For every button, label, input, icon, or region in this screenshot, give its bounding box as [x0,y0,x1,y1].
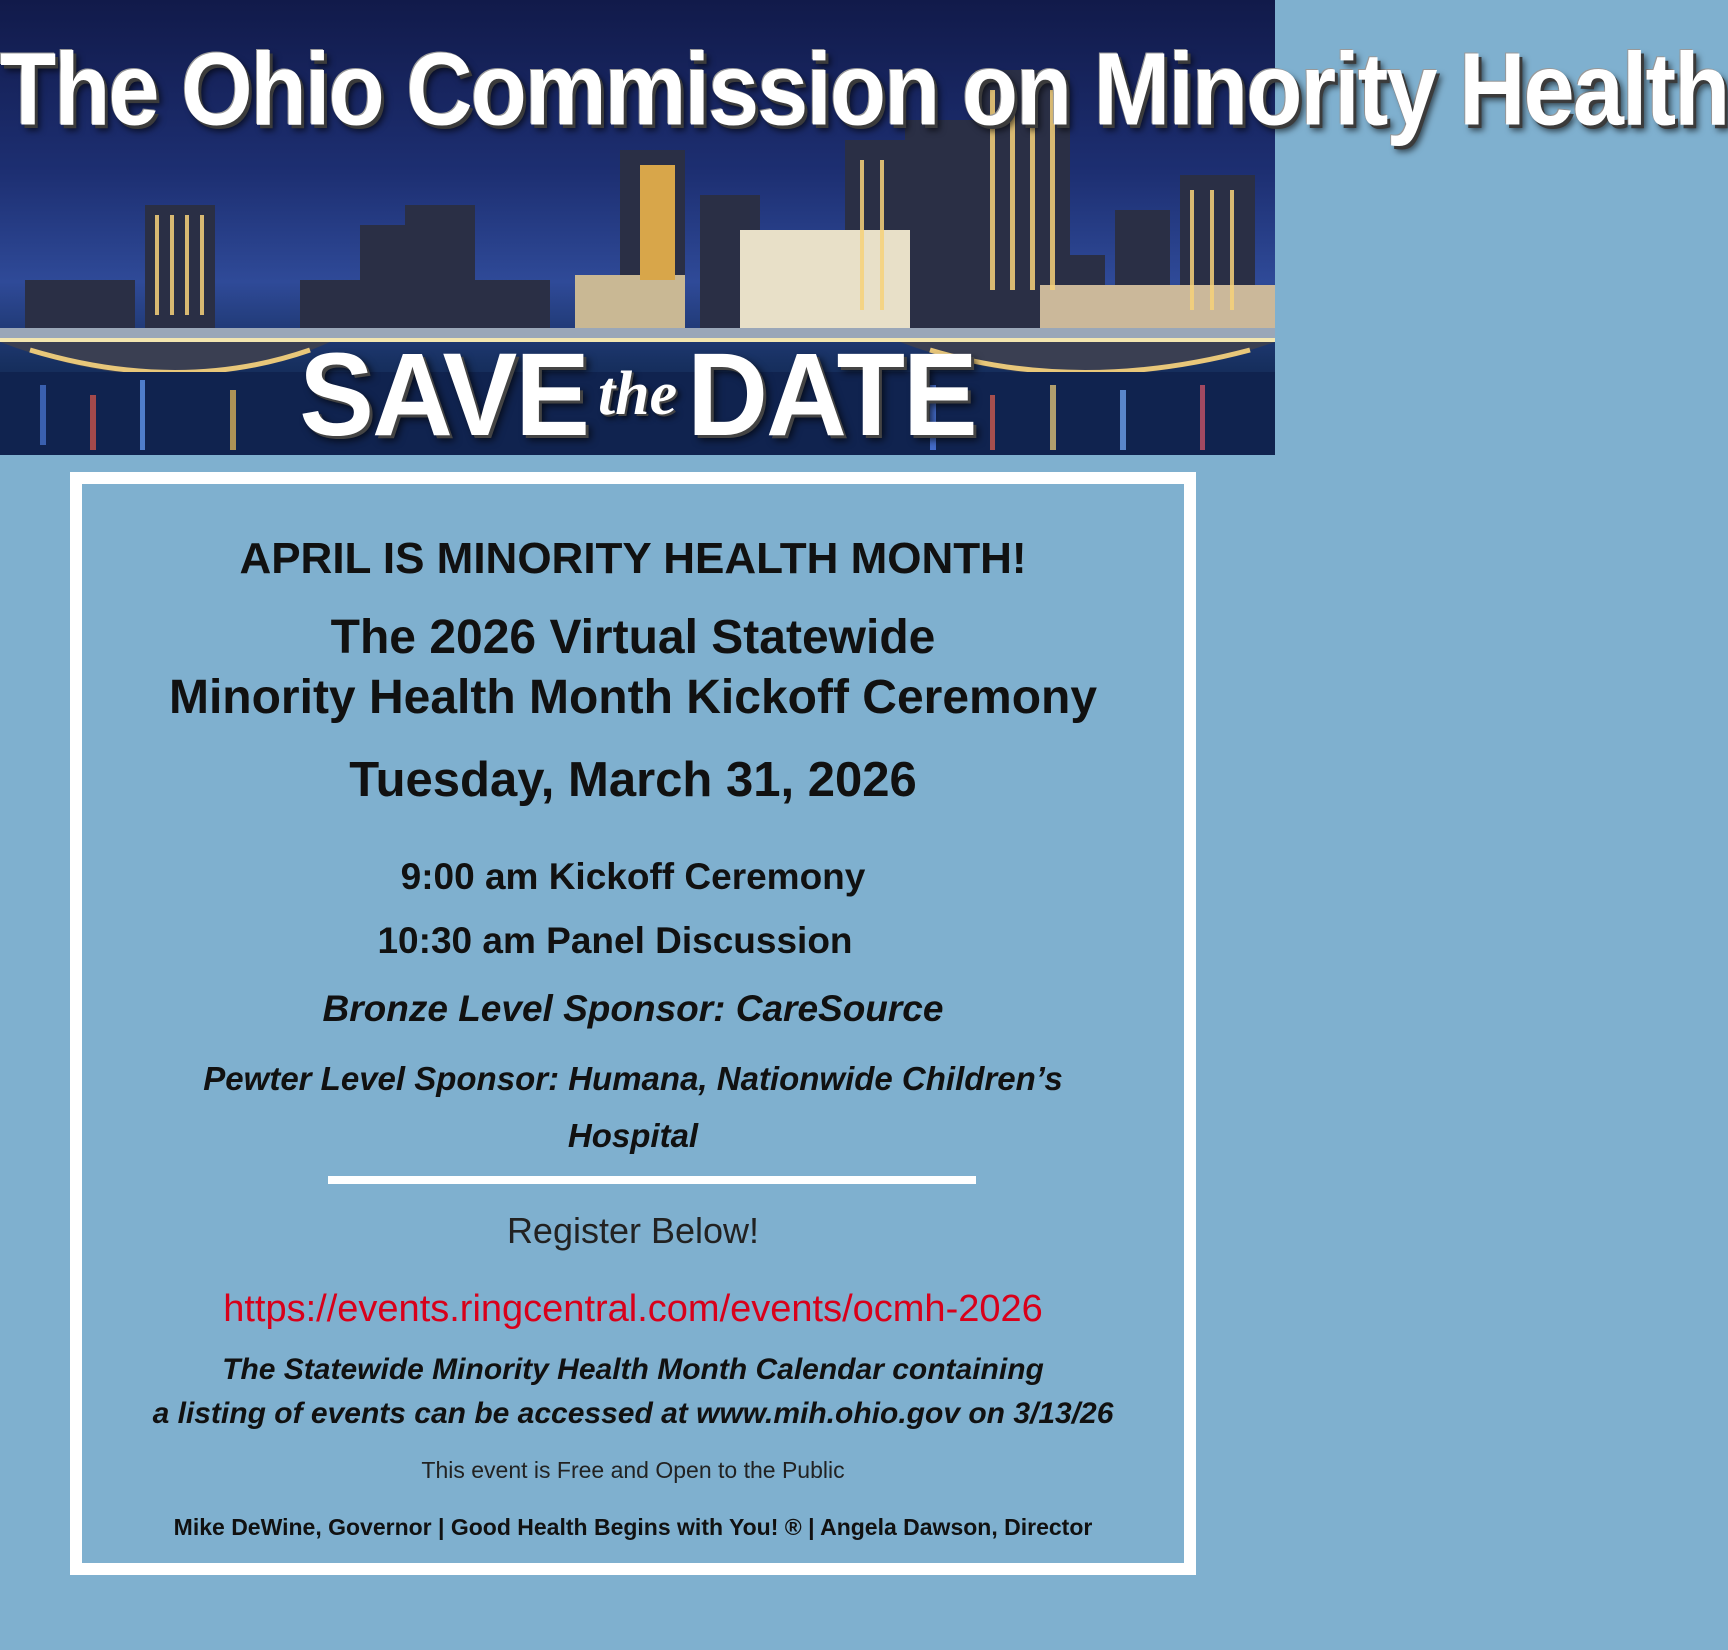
save-word: SAVE [299,328,588,461]
event-title-line-2: Minority Health Month Kickoff Ceremony [168,671,1098,724]
calendar-note-line-1: The Statewide Minority Health Month Calendar containing [222,1353,1044,1386]
registration-link[interactable]: https://events.ringcentral.com/events/ocmh-2026 [223,1288,1043,1330]
divider [328,1176,976,1184]
the-word: the [597,360,678,428]
bronze-sponsor: Bronze Level Sponsor: CareSource [322,988,944,1029]
header-banner [0,0,1728,461]
register-label: Register Below! [506,1210,760,1251]
schedule-panel: 10:30 am Panel Discussion [377,920,853,961]
schedule-kickoff: 9:00 am Kickoff Ceremony [400,856,866,897]
footer-credits: Mike DeWine, Governor | Good Health Begins with You! ® | Angela Dawson, Director [173,1514,1093,1540]
free-event-note: This event is Free and Open to the Public [421,1457,845,1483]
banner-title: The Ohio Commission on Minority Health [0,32,1728,148]
date-word: DATE [687,328,976,461]
event-details-panel [70,472,1196,1575]
event-date: Tuesday, March 31, 2026 [349,753,917,807]
event-title-line-1: The 2026 Virtual Statewide [330,611,936,664]
event-title [82,608,1184,728]
calendar-note [82,1348,1184,1436]
pewter-sponsor: Pewter Level Sponsor: Humana, Nationwide Children’s Hospital [203,1060,1063,1154]
save-the-date-heading [0,330,1275,459]
headline: APRIL IS MINORITY HEALTH MONTH! [239,534,1027,583]
calendar-note-line-2: a listing of events can be accessed at www.mih.ohio.gov on 3/13/26 [152,1397,1114,1430]
